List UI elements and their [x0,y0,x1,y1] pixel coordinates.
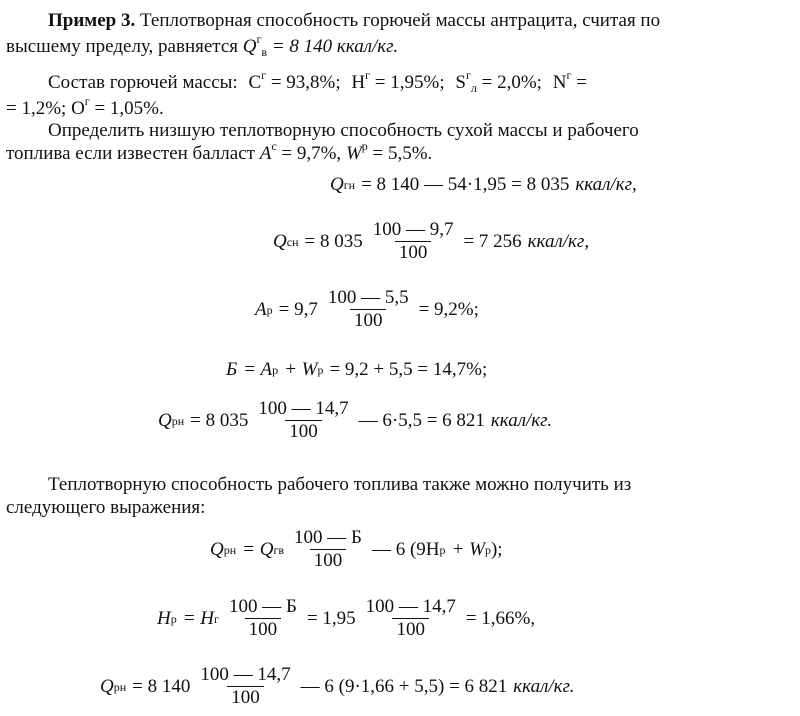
para1-line1 [48,8,794,34]
fraction: $\frac{100 — Б}{100}$ [228,596,297,640]
equation-2: Q с н = 8 035 $\frac{100 — 9,7}{100}$ = 7 256 ккал/кг, [273,219,590,263]
para1-text-a: Теплотворная способность горючей массы антрацита, считая по [140,10,661,31]
equation-7: H р = H г $\frac{100 — Б}{100}$ = 1,95 $\frac{100 — 14,7}{100}$ = 1,66%, [157,596,536,640]
para4-line2: следующего выражения: [6,497,206,518]
equation-4: Б = A р + W р = 9,2 + 5,5 = 14,7%; [226,359,488,380]
fraction: $\frac{100 — Б}{100}$ [294,527,362,571]
equation-3: A р = 9,7 $\frac{100 — 5,5}{100}$ = 9,2%; [255,287,479,331]
para1-text-b: высшему пределу, равняется [6,36,238,57]
equation-6: Q р н = Q г в $\frac{100 — Б}{100}$ — 6 (9H р + W р ); [210,527,503,571]
para3-line1: Определить низшую теплотворную способность сухой массы и рабочего [48,120,639,141]
q-symbol: Q [242,36,257,57]
para2-line1: Состав горючей массы: $C^г = 93,8\%$; $H^г = 1,95\%$; $S^г_л = 2,0\%$; $N^г$ = [48,68,587,95]
fraction: $\frac{100 — 14,7}{100}$ [258,398,349,442]
equation-8: Q р н = 8 140 $\frac{100 — 14,7}{100}$ — 6 (9·1,66 + 5,5) = 6 821 ккал/кг. [100,664,575,708]
para4-line1: Теплотворную способность рабочего топлива также можно получить из [48,474,632,495]
equation-1: Q г н = 8 140 — 54·1,95 = 8 035 ккал/кг, [330,174,637,195]
fraction: $\frac{100 — 9,7}{100}$ [372,219,454,263]
fraction: $\frac{100 — 14,7}{100}$ [200,664,291,708]
fraction: $\frac{100 — 5,5}{100}$ [327,287,409,331]
fraction: $\frac{100 — 14,7}{100}$ [365,596,456,640]
para2-line2: = 1,2%; $O^г = 1,05\%$. [6,94,164,119]
equation-5: Q р н = 8 035 $\frac{100 — 14,7}{100}$ — 6·5,5 = 6 821 ккал/кг. [158,398,553,442]
para1-line2: высшему пределу, равняется $Q^г_в = 8$ 140 ккал/кг. [6,32,399,59]
example-label: Пример 3. [48,10,136,31]
para3-line2: топлива если известен балласт $A^с = 9,7\%$, $W^р = 5,5\%$. [6,139,433,164]
para1-value: = 8 140 ккал/кг. [271,36,399,57]
